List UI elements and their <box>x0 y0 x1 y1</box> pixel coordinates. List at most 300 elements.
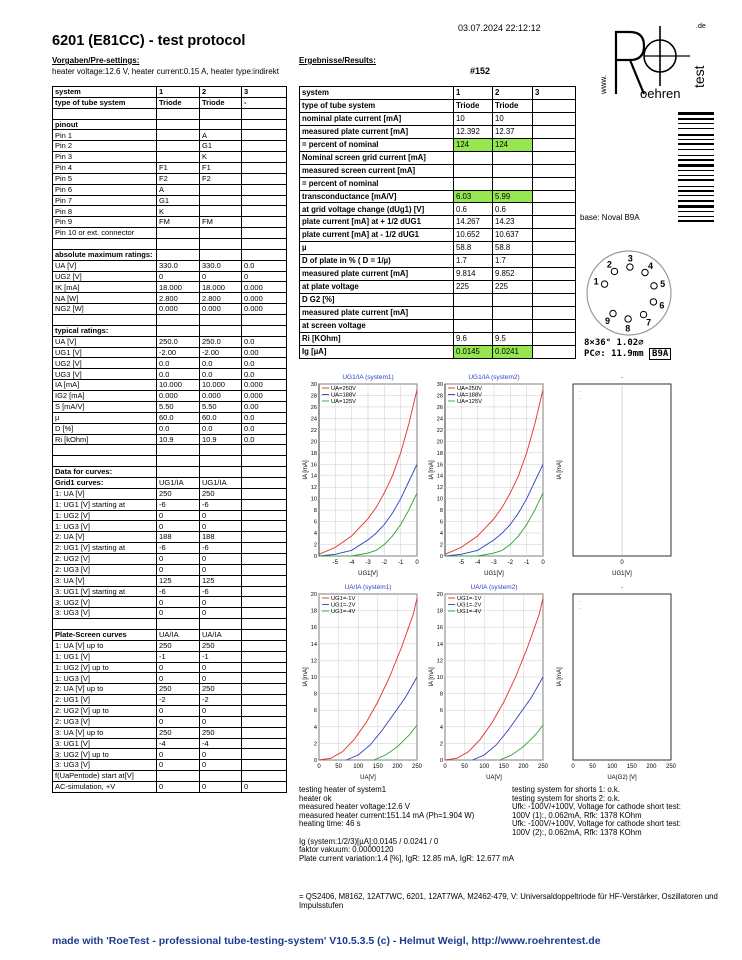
socket-pin <box>625 316 631 322</box>
presettings-value-cell <box>242 597 287 608</box>
note-line: testing system for shorts 2: o.k. <box>512 793 620 803</box>
presettings-value-cell: 0 <box>200 782 242 793</box>
presettings-value-cell: 0 <box>242 271 287 282</box>
legend-entry: UG1=-1V <box>331 596 356 602</box>
results-value-cell <box>533 125 576 138</box>
presettings-label-cell <box>53 108 157 119</box>
presettings-label-cell: D [%] <box>53 423 157 434</box>
presettings-value-cell: 2.800 <box>157 293 200 304</box>
presettings-value-cell: -4 <box>157 738 200 749</box>
results-label-cell: Ri [KOhm] <box>300 332 454 345</box>
presettings-value-cell <box>242 716 287 727</box>
socket-pin-number: 2 <box>606 259 612 270</box>
presettings-value-cell: 0 <box>157 597 200 608</box>
presettings-label-cell: IG2 [mA] <box>53 391 157 402</box>
presettings-value-cell: 0.00 <box>242 347 287 358</box>
chart-ug1-ia-system2 <box>425 370 547 578</box>
results-value-cell <box>533 319 576 332</box>
y-tick-label: 16 <box>310 625 317 632</box>
barcode-bar <box>678 179 714 181</box>
presettings-label-cell <box>53 456 157 467</box>
presettings-value-cell <box>242 130 287 141</box>
presettings-label-cell: 3: UG3 [V] <box>53 760 157 771</box>
note-line: 100V (1):, 0.062mA, Rfk: 1378 KOhm <box>512 810 642 820</box>
presettings-value-cell <box>157 249 200 260</box>
presettings-value-cell <box>242 586 287 597</box>
presettings-value-cell <box>157 467 200 478</box>
presettings-label-cell: 3: UG3 [V] <box>53 608 157 619</box>
presettings-row <box>53 391 287 402</box>
presettings-row <box>53 445 287 456</box>
presettings-label-cell: 1: UG1 [V] <box>53 651 157 662</box>
presettings-row <box>53 749 287 760</box>
presettings-row <box>53 673 287 684</box>
results-value-cell <box>533 268 576 281</box>
chart-title: - <box>620 374 624 381</box>
results-value-cell: 0.6 <box>454 203 493 216</box>
note-line: measured heater voltage:12.6 V <box>299 802 410 812</box>
results-value-cell <box>454 177 493 190</box>
chart-empty-bottom <box>553 580 675 782</box>
presettings-value-cell: 0.0 <box>200 369 242 380</box>
presettings-value-cell <box>200 619 242 630</box>
presettings-row <box>53 510 287 521</box>
presettings-label-cell: 2: UG3 [V] <box>53 564 157 575</box>
results-value-cell <box>454 294 493 307</box>
presettings-value-cell <box>157 315 200 326</box>
presettings-table <box>52 86 287 793</box>
presettings-value-cell <box>242 532 287 543</box>
presettings-value-cell: 0 <box>157 553 200 564</box>
note-line: testing system for shorts 1: o.k. <box>512 785 620 794</box>
results-value-cell <box>493 151 533 164</box>
presettings-value-cell <box>157 456 200 467</box>
legend-entry: UA=125V <box>331 399 356 405</box>
results-value-cell <box>533 216 576 229</box>
legend-entry: UG1=-2V <box>457 602 482 609</box>
presettings-value-cell: 2 <box>200 87 242 98</box>
presettings-label-cell: system <box>53 87 157 98</box>
legend-entry: UA=250V <box>331 386 356 392</box>
results-value-cell: 225 <box>493 281 533 294</box>
presettings-row <box>53 271 287 282</box>
results-value-cell: 3 <box>533 87 576 100</box>
results-value-cell <box>533 229 576 242</box>
presettings-row <box>53 771 287 782</box>
barcode-bar <box>678 139 714 140</box>
y-axis-label: IA [mA] <box>557 667 563 687</box>
barcode-bar <box>678 175 714 176</box>
notes-heater <box>299 786 519 863</box>
presettings-row <box>53 662 287 673</box>
results-value-cell: 5.99 <box>493 190 533 203</box>
presettings-value-cell: 0 <box>200 597 242 608</box>
results-row <box>300 99 576 112</box>
y-tick-label: 4 <box>439 531 443 538</box>
presettings-label-cell: Plate-Screen curves <box>53 629 157 640</box>
x-tick-label: -4 <box>474 560 481 566</box>
presettings-label-cell: type of tube system <box>53 97 157 108</box>
presettings-value-cell <box>157 152 200 163</box>
presettings-value-cell: 5.50 <box>200 401 242 412</box>
presettings-value-cell: 0 <box>157 521 200 532</box>
x-tick-label: 150 <box>372 764 383 770</box>
note-line: Ufk: -100V/+100V, Voltage for cathode short test: <box>512 819 681 829</box>
presettings-row <box>53 738 287 749</box>
presettings-row <box>53 119 287 130</box>
y-axis-label: IA [mA] <box>303 460 309 480</box>
x-tick-label: -1 <box>397 560 404 566</box>
legend-entry: . <box>579 605 581 611</box>
results-label-cell: measured plate current [mA] <box>300 125 454 138</box>
presettings-value-cell <box>200 315 242 326</box>
presettings-row <box>53 304 287 315</box>
results-value-cell: Triode <box>454 99 493 112</box>
barcode-bar <box>678 195 714 196</box>
results-value-cell: 10 <box>454 112 493 125</box>
presettings-label-cell: Pin 9 <box>53 217 157 228</box>
presettings-label-cell: typical ratings: <box>53 325 157 336</box>
y-tick-label: 10 <box>436 675 443 681</box>
presettings-value-cell: 125 <box>200 575 242 586</box>
results-value-cell: 14.23 <box>493 216 533 229</box>
x-tick-label: -5 <box>332 560 339 566</box>
presettings-label-cell: 2: UA [V] <box>53 532 157 543</box>
footer-credit: made with 'RoeTest - professional tube-testing-system' V10.5.3.5 (c) - Helmut Weigl, http://www.roehrentest.de <box>52 935 601 947</box>
presettings-row <box>53 423 287 434</box>
barcode-bar <box>678 220 714 222</box>
presettings-value-cell: 10.9 <box>200 434 242 445</box>
socket-pin <box>601 281 607 287</box>
y-tick-label: 18 <box>310 608 317 615</box>
presettings-row <box>53 173 287 184</box>
presettings-value-cell: -4 <box>200 738 242 749</box>
results-value-cell: 12.392 <box>454 125 493 138</box>
presettings-row <box>53 325 287 336</box>
y-axis-label: IA [mA] <box>429 667 435 687</box>
socket-pin-number: 3 <box>627 253 633 264</box>
y-tick-label: 28 <box>436 393 443 400</box>
presettings-row <box>53 521 287 532</box>
presettings-value-cell: 3 <box>242 87 287 98</box>
page-title: 6201 (E81CC) - test protocol <box>52 33 246 49</box>
legend-entry: UA=188V <box>331 392 356 399</box>
y-tick-label: 12 <box>436 485 443 492</box>
presettings-label-cell: 1: UG1 [V] starting at <box>53 499 157 510</box>
y-tick-label: 6 <box>439 519 443 526</box>
results-value-cell: Triode <box>493 99 533 112</box>
chart-title: UA/IA (system1) <box>344 584 392 591</box>
presettings-row <box>53 206 287 217</box>
x-tick-label: -4 <box>348 560 355 566</box>
presettings-value-cell: 0.0 <box>200 358 242 369</box>
presettings-row <box>53 260 287 271</box>
presettings-value-cell: 0.0 <box>157 369 200 380</box>
presettings-value-cell <box>157 771 200 782</box>
y-tick-label: 30 <box>310 382 317 388</box>
presettings-value-cell: 0 <box>200 673 242 684</box>
equivalents: = QS2406, M8162, 12AT7WC, 6201, 12AT7WA, M2462-479, V: Universaldoppeltriode für HF-Verstärker, Oszillatoren und Impulsstufen <box>299 892 718 910</box>
results-value-cell: 1.7 <box>493 255 533 268</box>
y-tick-label: 26 <box>436 404 443 411</box>
presettings-row <box>53 684 287 695</box>
presettings-value-cell: 0.0 <box>242 336 287 347</box>
presettings-value-cell: Triode <box>200 97 242 108</box>
results-value-cell <box>533 164 576 177</box>
presettings-label-cell: UA [V] <box>53 336 157 347</box>
y-tick-label: 0 <box>313 758 317 764</box>
presettings-label-cell: 1: UG2 [V] <box>53 510 157 521</box>
y-tick-label: 14 <box>436 641 443 648</box>
legend-entry: . <box>579 388 581 394</box>
y-tick-label: 8 <box>313 691 317 698</box>
presettings-row <box>53 456 287 467</box>
presettings-row <box>53 716 287 727</box>
y-tick-label: 2 <box>439 741 443 748</box>
presettings-value-cell: 0 <box>200 510 242 521</box>
results-label-cell: measured screen current [mA] <box>300 164 454 177</box>
note-line: Ufk: -100V/+100V, Voltage for cathode short test: <box>512 802 681 812</box>
presettings-value-cell: UG1/IA <box>157 477 200 488</box>
presettings-row <box>53 152 287 163</box>
y-tick-label: 16 <box>436 625 443 632</box>
socket-pin <box>611 268 617 274</box>
x-tick-label: 200 <box>392 764 403 770</box>
results-row <box>300 216 576 229</box>
results-value-cell <box>533 345 576 358</box>
note-line: testing heater of system1 <box>299 785 387 794</box>
barcode-bar <box>678 128 714 129</box>
results-label-cell: measured plate current [mA] <box>300 268 454 281</box>
presettings-value-cell: 250 <box>200 640 242 651</box>
presettings-row <box>53 87 287 98</box>
y-tick-label: 22 <box>436 427 443 434</box>
x-tick-label: 50 <box>589 764 596 770</box>
presettings-value-cell: UA/IA <box>157 629 200 640</box>
presettings-value-cell: 0.0 <box>157 358 200 369</box>
note-line: Ig (system:1/2/3)[µA]:0.0145 / 0.0241 / 0 <box>299 836 439 846</box>
y-tick-label: 14 <box>310 641 317 648</box>
y-tick-label: 10 <box>310 675 317 681</box>
y-tick-label: 8 <box>313 508 317 515</box>
barcode-bar <box>678 112 714 115</box>
presettings-row <box>53 130 287 141</box>
presettings-value-cell <box>200 206 242 217</box>
x-tick-label: -5 <box>458 560 465 566</box>
base-label: base: Noval B9A <box>580 213 640 222</box>
presettings-label-cell: NG2 [W] <box>53 304 157 315</box>
results-value-cell: 12.37 <box>493 125 533 138</box>
socket-pc-diameter: PC⌀: 11.9mm <box>584 349 644 359</box>
y-tick-label: 20 <box>310 439 317 446</box>
presettings-label-cell: 3: UG2 [V] up to <box>53 749 157 760</box>
y-tick-label: 24 <box>436 416 443 423</box>
x-tick-label: 200 <box>518 764 529 770</box>
presettings-label-cell: AC-simulation, +V <box>53 782 157 793</box>
presettings-value-cell: A <box>157 184 200 195</box>
presettings-value-cell: 250 <box>200 684 242 695</box>
y-tick-label: 6 <box>313 708 317 715</box>
presettings-label-cell: 2: UA [V] up to <box>53 684 157 695</box>
y-tick-label: 8 <box>439 508 443 515</box>
presettings-value-cell: Triode <box>157 97 200 108</box>
presettings-value-cell: 0.0 <box>242 412 287 423</box>
presettings-value-cell: 0 <box>200 553 242 564</box>
presettings-value-cell: UA/IA <box>200 629 242 640</box>
presettings-value-cell: -2 <box>157 695 200 706</box>
presettings-value-cell: 0 <box>200 749 242 760</box>
presettings-row <box>53 575 287 586</box>
presettings-row <box>53 640 287 651</box>
presettings-value-cell: 0.000 <box>242 391 287 402</box>
results-value-cell <box>493 177 533 190</box>
presettings-value-cell: 0 <box>200 760 242 771</box>
presettings-value-cell: 188 <box>157 532 200 543</box>
y-tick-label: 10 <box>436 496 443 503</box>
results-row <box>300 281 576 294</box>
presettings-label-cell <box>53 445 157 456</box>
presettings-value-cell <box>242 228 287 239</box>
presettings-value-cell: -6 <box>157 543 200 554</box>
x-axis-label: UA[V] <box>486 775 502 781</box>
presettings-label-cell: 2: UG1 [V] <box>53 695 157 706</box>
presettings-value-cell: 0.000 <box>242 282 287 293</box>
svg-text:test: test <box>691 65 707 88</box>
results-value-cell <box>454 151 493 164</box>
presettings-row <box>53 705 287 716</box>
x-tick-label: 100 <box>353 764 364 770</box>
presettings-row <box>53 586 287 597</box>
y-tick-label: 10 <box>310 496 317 503</box>
legend-entry: UA=250V <box>457 386 482 392</box>
presettings-label-cell: 2: UG3 [V] <box>53 716 157 727</box>
presettings-value-cell <box>200 456 242 467</box>
y-tick-label: 6 <box>313 519 317 526</box>
presettings-label-cell: 3: UG2 [V] <box>53 597 157 608</box>
legend-entry: . <box>579 395 581 401</box>
svg-text:oehren: oehren <box>640 86 681 101</box>
socket-spec-line1: 8×36° 1.02⌀ <box>584 338 644 348</box>
socket-pin-number: 6 <box>659 300 665 311</box>
presettings-value-cell <box>157 325 200 336</box>
presettings-value-cell <box>200 467 242 478</box>
results-value-cell: 10.637 <box>493 229 533 242</box>
presettings-row <box>53 282 287 293</box>
presettings-value-cell <box>242 141 287 152</box>
presettings-value-cell <box>200 239 242 250</box>
presettings-label-cell: NA [W] <box>53 293 157 304</box>
presettings-label-cell: Pin 5 <box>53 173 157 184</box>
y-tick-label: 12 <box>310 658 317 665</box>
heater-info: heater voltage:12.6 V, heater current:0.15 A, heater type:indirekt <box>52 67 279 76</box>
presettings-row <box>53 401 287 412</box>
presettings-value-cell: -6 <box>200 499 242 510</box>
y-tick-label: 0 <box>439 758 443 764</box>
socket-pin-diagram <box>584 248 674 338</box>
y-axis-label: IA [mA] <box>557 460 563 480</box>
y-tick-label: 26 <box>310 404 317 411</box>
presettings-value-cell <box>242 239 287 250</box>
presettings-value-cell <box>242 456 287 467</box>
presettings-row <box>53 347 287 358</box>
presettings-value-cell <box>242 477 287 488</box>
presettings-value-cell <box>242 315 287 326</box>
chart-title: UA/IA (system2) <box>470 584 518 591</box>
presettings-value-cell <box>242 184 287 195</box>
presettings-row <box>53 336 287 347</box>
barcode-bar <box>678 149 714 150</box>
presettings-value-cell <box>242 673 287 684</box>
presettings-label-cell: UA [V] <box>53 260 157 271</box>
presettings-value-cell <box>242 684 287 695</box>
socket-spec-line2 <box>584 349 671 359</box>
barcode-bar <box>678 216 714 217</box>
barcode-bar <box>678 155 714 156</box>
presettings-value-cell <box>242 705 287 716</box>
results-row <box>300 294 576 307</box>
y-tick-label: 16 <box>310 462 317 469</box>
presettings-value-cell <box>242 467 287 478</box>
presettings-label-cell: f(UaPentode) start at[V] <box>53 771 157 782</box>
presettings-label-cell: pinout <box>53 119 157 130</box>
x-tick-label: 50 <box>335 764 342 770</box>
presettings-value-cell: 18.000 <box>157 282 200 293</box>
results-value-cell <box>533 151 576 164</box>
x-tick-label: 0 <box>415 560 419 566</box>
presettings-value-cell: 250 <box>200 727 242 738</box>
presettings-value-cell: 0 <box>157 705 200 716</box>
presettings-value-cell: 0 <box>200 271 242 282</box>
presettings-value-cell <box>242 521 287 532</box>
socket-pin-number: 9 <box>604 316 610 327</box>
presettings-value-cell <box>242 749 287 760</box>
presettings-row <box>53 467 287 478</box>
x-tick-label: 0 <box>620 560 624 566</box>
presettings-value-cell: FM <box>200 217 242 228</box>
barcode-bar <box>678 118 714 120</box>
results-row <box>300 112 576 125</box>
presettings-value-cell: 250.0 <box>157 336 200 347</box>
presettings-value-cell: 250.0 <box>200 336 242 347</box>
presettings-value-cell: F1 <box>157 163 200 174</box>
barcode-bar <box>678 170 714 171</box>
x-tick-label: -2 <box>381 560 388 566</box>
presettings-label-cell: UG2 [V] <box>53 358 157 369</box>
presettings-value-cell <box>242 119 287 130</box>
presettings-row <box>53 108 287 119</box>
y-tick-label: 14 <box>310 473 317 480</box>
note-line: measured heater current:151.14 mA (Ph=1.904 W) <box>299 810 475 820</box>
results-value-cell: 10 <box>493 112 533 125</box>
presettings-value-cell: 0 <box>157 608 200 619</box>
results-value-cell: 1 <box>454 87 493 100</box>
presettings-value-cell <box>200 184 242 195</box>
presettings-value-cell: 0.0 <box>242 423 287 434</box>
y-tick-label: 12 <box>310 485 317 492</box>
results-value-cell: 6.03 <box>454 190 493 203</box>
note-line: 100V (2):, 0.062mA, Rfk: 1378 KOhm <box>512 827 642 837</box>
y-tick-label: 20 <box>310 592 317 598</box>
presettings-value-cell: 0.0 <box>242 358 287 369</box>
y-axis-label: IA [mA] <box>303 667 309 687</box>
svg-text:.de: .de <box>696 23 706 30</box>
presettings-value-cell: - <box>242 97 287 108</box>
presettings-value-cell <box>157 619 200 630</box>
presettings-value-cell: 0.0 <box>242 369 287 380</box>
presettings-label-cell: absolute maximum ratings: <box>53 249 157 260</box>
presettings-label-cell: 3: UG1 [V] starting at <box>53 586 157 597</box>
presettings-value-cell <box>157 228 200 239</box>
